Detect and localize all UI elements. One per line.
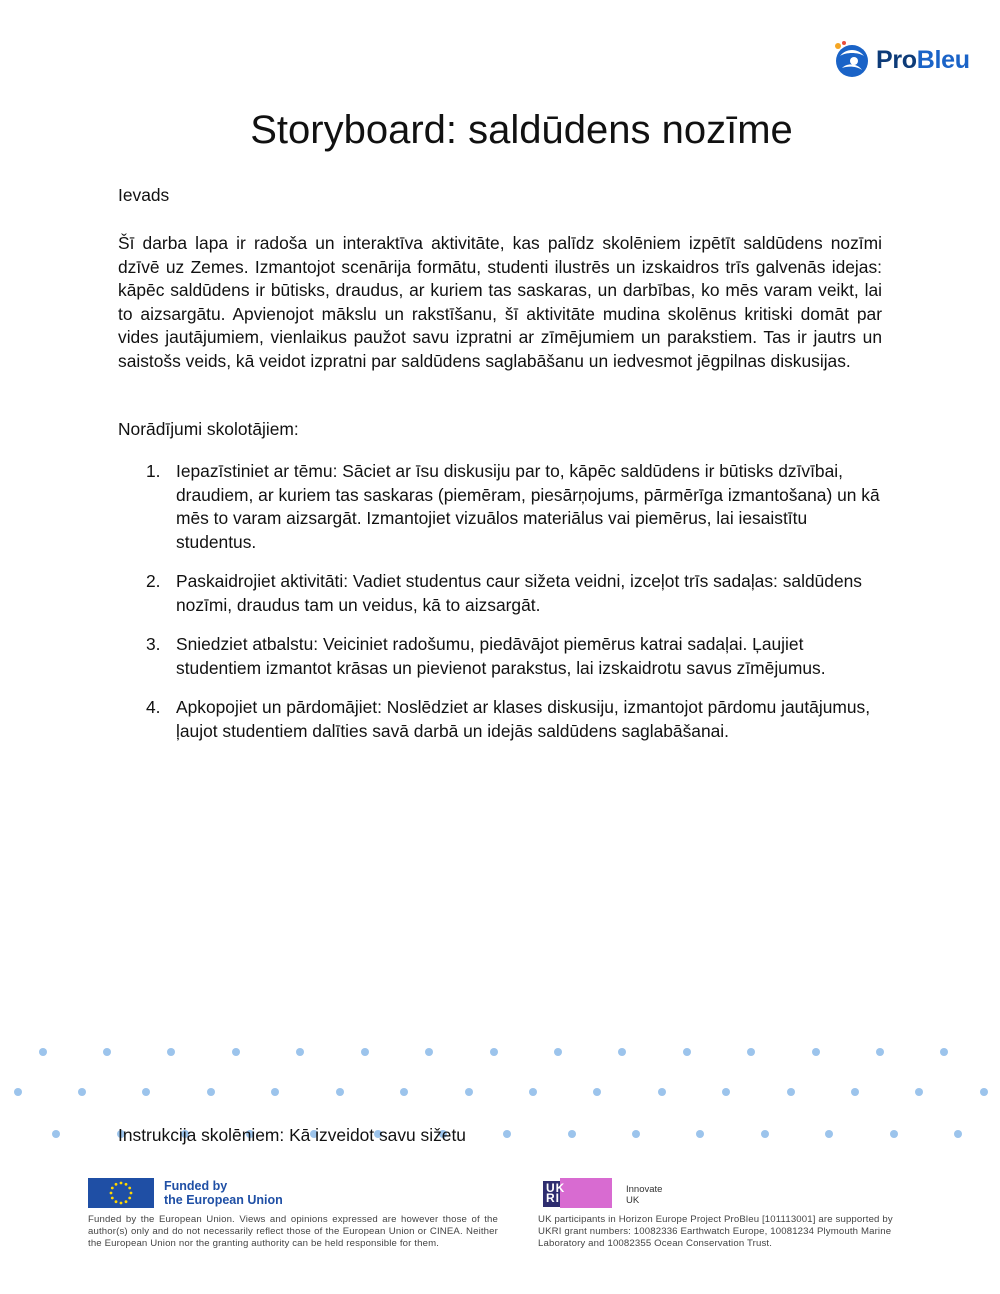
probleu-mark-icon <box>832 40 872 80</box>
step-number: 2. <box>146 571 161 591</box>
students-heading: Instrukcija skolēniem: Kā izveidot savu sižetu <box>118 1125 466 1145</box>
probleu-wordmark <box>876 46 970 75</box>
eu-funded-label: Funded by the European Union <box>164 1179 283 1207</box>
intro-heading: Ievads <box>118 185 170 205</box>
uk-disclaimer: UK participants in Horizon Europe Project ProBleu [101113001] are supported by UKRI grant numbers: 10082336 Earthwatch Europe, 10081234 Plymouth Marine Laboratory and 10082355 Ocean Conservation Trust. <box>538 1214 893 1249</box>
innovate-uk-label: Innovate UK <box>626 1184 663 1206</box>
eu-funding-block <box>88 1178 498 1250</box>
probleu-logo <box>832 40 970 80</box>
brand-name-part1: Pro <box>876 45 917 74</box>
intro-paragraph: Šī darba lapa ir radoša un interaktīva aktivitāte, kas palīdz skolēniem izpētīt saldūdens nozīmi dzīvē uz Zemes. Izmantojot scenārija formātu, studenti ilustrēs un izskaidros trīs galvenās idejas: kāpēc saldūdens ir būtisks, draudus, ar kuriem tas saskaras, un darbības, ko mēs varam veikt, lai to aizsargātu. Apvienojot mākslu un rakstīšanu, šī aktivitāte mudina skolēnus kritiski domāt par vides jautājumiem, vienlaikus paužot savu izpratni ar zīmējumiem un parakstiem. Tas ir jautrs un saistošs veids, kā veidot izpratni par saldūdens saglabāšanu un iedvesmot jēgpilnas diskusijas. <box>118 233 882 371</box>
eu-disclaimer: Funded by the European Union. Views and opinions expressed are however those of the author(s) only and do not necessarily reflect those of the European Union or CINEA. Neither the European Union nor the granting authority can be held responsible for them. <box>88 1214 498 1249</box>
step-text: Sniedziet atbalstu: Veiciniet radošumu, piedāvājot piemērus katrai sadaļai. Ļaujiet studentiem izmantot krāsas un pievienot parakstus, lai izskaidrotu savus zīmējumus. <box>176 634 826 678</box>
step-number: 1. <box>146 461 161 481</box>
step-text: Apkopojiet un pārdomājiet: Noslēdziet ar klases diskusiju, izmantojot pārdomu jautājumus, ļaujot studentiem dalīties savā darbā un idejās saldūdens saglabāšanai. <box>176 697 871 741</box>
step-text: Iepazīstiniet ar tēmu: Sāciet ar īsu diskusiju par to, kāpēc saldūdens ir būtisks dzīvībai, draudiem, ar kuriem tas saskaras (piemēram, piesārņojums, pārmērīga izmantošana) un kā mēs to varam aizsargāt. Izmantojiet vizuālos materiālus vai piemērus, lai iesaistītu studentus. <box>176 461 880 552</box>
teachers-heading: Norādījumi skolotājiem: <box>118 419 299 439</box>
page-title: Storyboard: saldūdens nozīme <box>250 108 793 152</box>
list-item <box>118 696 882 743</box>
step-text: Paskaidrojiet aktivitāti: Vadiet studentus caur sižeta veidni, izceļot trīs sadaļas: saldūdens nozīmi, draudus tam un veidus, kā to aizsargāt. <box>176 571 862 615</box>
ukri-logo-text: UK RI <box>546 1181 566 1205</box>
list-item <box>118 570 882 617</box>
brand-name-part2: Bleu <box>916 45 970 74</box>
teacher-steps-list <box>118 460 882 759</box>
ukri-logo-icon <box>538 1178 618 1208</box>
footer <box>0 1178 1000 1268</box>
step-number: 3. <box>146 634 161 654</box>
list-item <box>118 460 882 554</box>
uk-funding-block <box>538 1178 900 1250</box>
list-item <box>118 633 882 680</box>
eu-flag-icon <box>88 1178 154 1208</box>
step-number: 4. <box>146 697 161 717</box>
